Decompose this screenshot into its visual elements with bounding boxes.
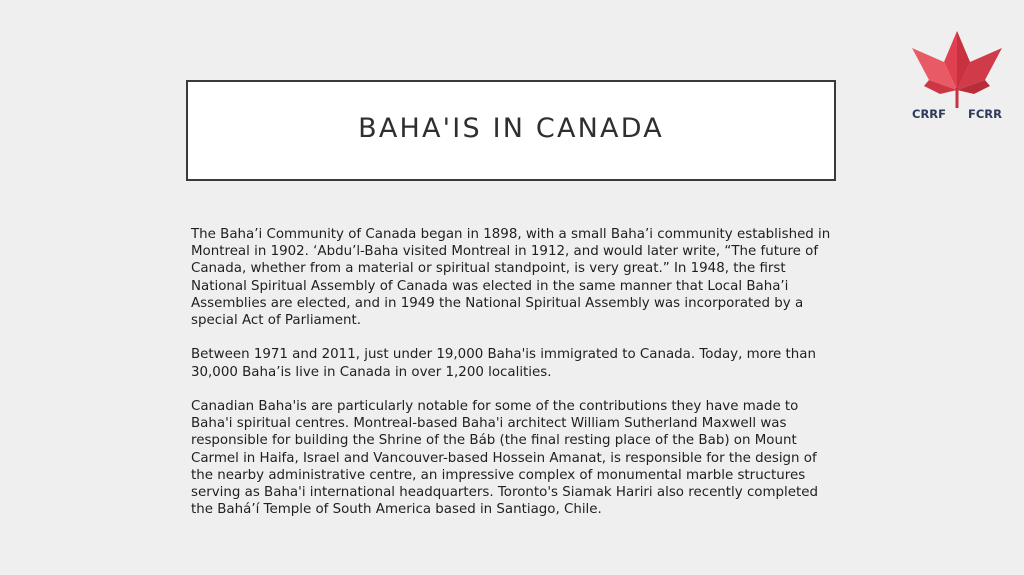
page-title: BAHA'IS IN CANADA	[358, 113, 664, 144]
paragraph-1: The Baha’i Community of Canada began in 1898, with a small Baha’i community established in Montreal in 1902. ‘Abdu’l-Baha visited Montreal in 1912, and would later write, “The future of Canada, whether from a material or spiritual standpoint, is very great.” In 1948, the first National Spiritual Assembly of Canada was elected in the same manner that Local Baha’i Assemblies are elected, and in 1949 the National Spiritual Assembly was incorporated by a special Act of Parliament.	[191, 227, 831, 329]
paragraph-2: Between 1971 and 2011, just under 19,000 Baha'is immigrated to Canada. Today, more than 30,000 Baha’is live in Canada in over 1,200 localities.	[191, 347, 816, 380]
body-content	[191, 226, 841, 536]
maple-leaf-icon	[904, 28, 1010, 108]
paragraph-3: Canadian Baha'is are particularly notable for some of the contributions they have made to Baha'i spiritual centres. Montreal-based Baha'i architect William Sutherland Maxwell was responsible for building the Shrine of the Báb (the final resting place of the Bab) on Mount Carmel in Haifa, Israel and Vancouver-based Hossein Amanat, is responsible for the design of the nearby administrative centre, an impressive complex of monumental marble structures serving as Baha'i international headquarters. Toronto's Siamak Hariri also recently completed the Bahá’í Temple of South America based in Santiago, Chile.	[191, 399, 818, 518]
logo-text-fcrr: FCRR	[967, 107, 1002, 121]
logo-text-crrf: CRRF	[912, 107, 947, 121]
crrf-logo	[904, 28, 1010, 122]
title-box	[186, 80, 836, 181]
